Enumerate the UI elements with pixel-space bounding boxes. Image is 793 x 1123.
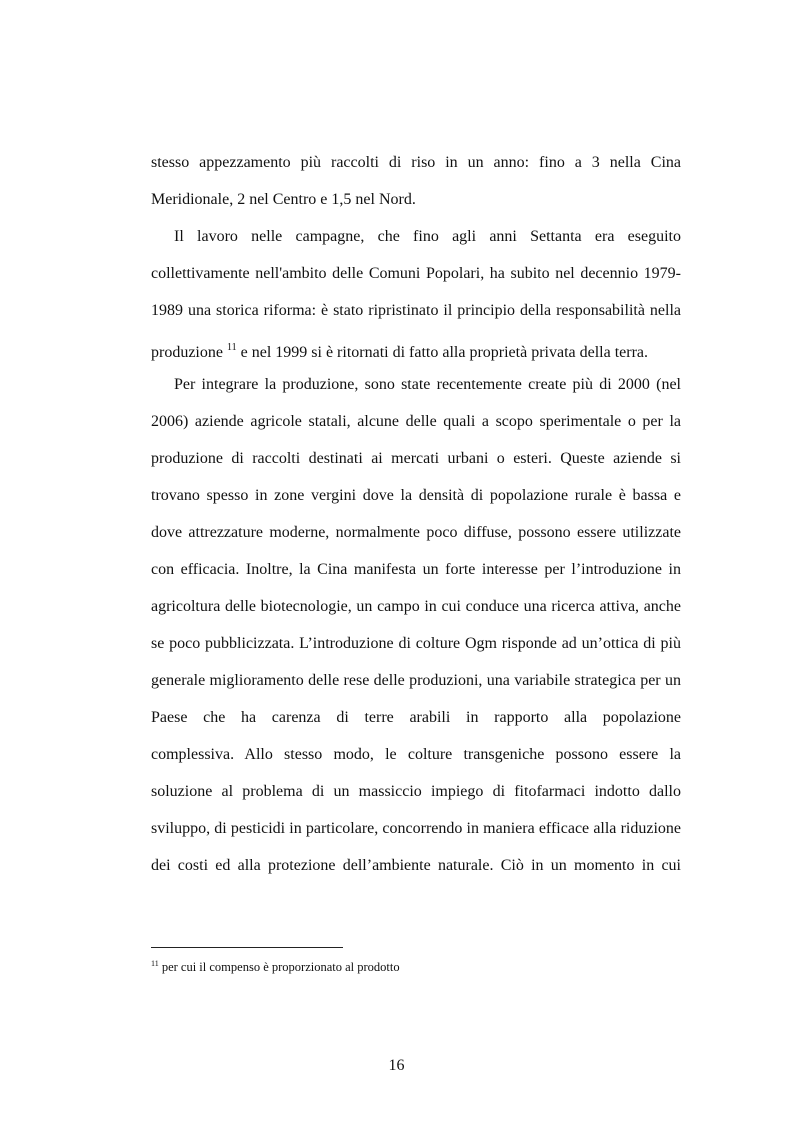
body-line: Paese che ha carenza di terre arabili in rapporto alla popolazione [151, 709, 681, 726]
footnote-separator [151, 947, 343, 948]
body-line: soluzione al problema di un massiccio impiego di fitofarmaci indotto dallo [151, 783, 681, 800]
body-line: 2006) aziende agricole statali, alcune delle quali a scopo sperimentale o per la [151, 413, 681, 430]
body-line: se poco pubblicizzata. L’introduzione di colture Ogm risponde ad un’ottica di più [151, 635, 681, 652]
body-line: dove attrezzature moderne, normalmente poco diffuse, possono essere utilizzate [151, 524, 681, 541]
body-line: con efficacia. Inoltre, la Cina manifesta un forte interesse per l’introduzione in [151, 561, 681, 578]
body-line: produzione di raccolti destinati ai mercati urbani o esteri. Queste aziende si [151, 450, 681, 467]
body-line: trovano spesso in zone vergini dove la densità di popolazione rurale è bassa e [151, 487, 681, 504]
body-line: stesso appezzamento più raccolti di riso in un anno: fino a 3 nella Cina [151, 154, 681, 171]
footnote-text: per cui il compenso è proporzionato al prodotto [161, 960, 400, 974]
footnote [151, 956, 400, 975]
footnote-number: 11 [151, 959, 159, 968]
body-line: complessiva. Allo stesso modo, le colture transgeniche possono essere la [151, 746, 681, 763]
body-line: Per integrare la produzione, sono state recentemente create più di 2000 (nel [174, 376, 681, 393]
page-number: 16 [388, 1057, 405, 1074]
body-line: Il lavoro nelle campagne, che fino agli anni Settanta era eseguito [174, 228, 681, 245]
body-line: 1989 una storica riforma: è stato ripristinato il principio della responsabilità nella [151, 302, 681, 319]
body-line: sviluppo, di pesticidi in particolare, concorrendo in maniera efficace alla riduzione [151, 820, 681, 837]
body-text: produzione [151, 344, 223, 361]
body-text: e nel 1999 si è ritornati di fatto alla proprietà privata della terra. [240, 344, 649, 361]
body-line: collettivamente nell'ambito delle Comuni Popolari, ha subito nel decennio 1979- [151, 265, 681, 282]
body-line: agricoltura delle biotecnologie, un campo in cui conduce una ricerca attiva, anche [151, 598, 681, 615]
body-line-with-footnote-ref [151, 338, 648, 363]
footnote-reference: 11 [226, 342, 237, 353]
body-line: dei costi ed alla protezione dell’ambiente naturale. Ciò in un momento in cui [151, 857, 681, 874]
body-line: generale miglioramento delle rese delle produzioni, una variabile strategica per un [151, 672, 681, 689]
body-line: Meridionale, 2 nel Centro e 1,5 nel Nord. [151, 191, 416, 208]
